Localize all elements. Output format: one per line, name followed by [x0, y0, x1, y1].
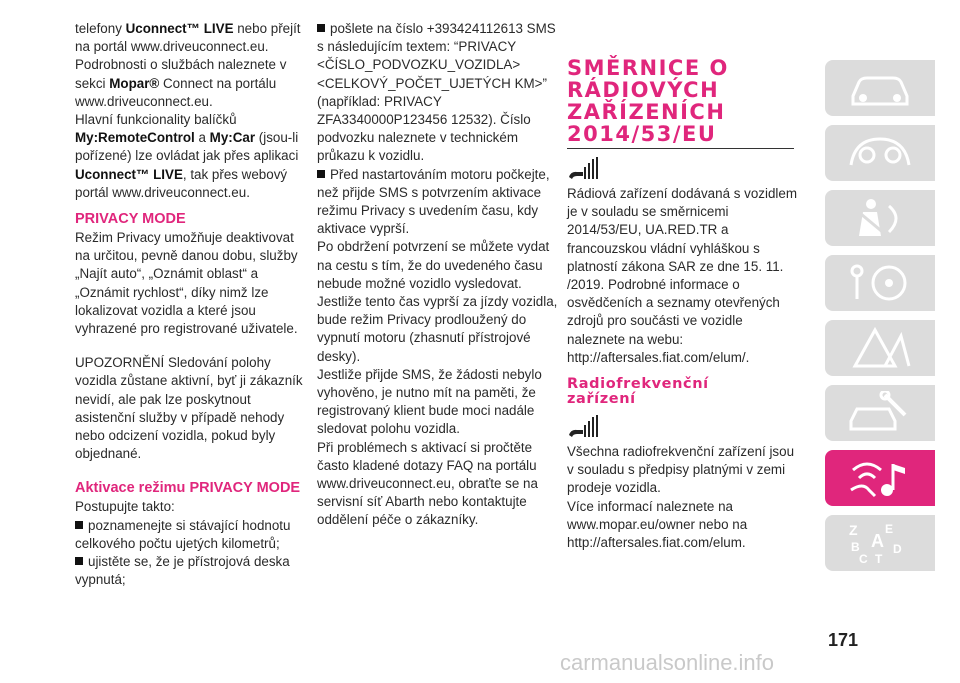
tab-dashboard[interactable]: [825, 125, 935, 181]
paragraph: Při problémech s aktivací si pročtěte často kladené dotazy FAQ na portálu www.driveuconnect.eu, obraťte se na servisní síť Abarth nebo kontaktujte oddělení péče o zákazníky.: [317, 439, 538, 528]
warning-paragraph: UPOZORNĚNÍ Sledování polohy vozidla zůstane aktivní, byť ji zákazník nevidí, ale pak lze poskytnout asistenční služby v případě nehody nebo odcizení vozidla, pokud byly objednané.: [75, 355, 303, 462]
column-1: [75, 20, 310, 589]
paragraph: Všechna radiofrekvenční zařízení jsou v souladu s předpisy platnými v zemi prodeje vozidla.: [567, 444, 795, 496]
index-letter: Z: [849, 522, 858, 538]
seatbelt-icon: [845, 196, 915, 240]
wrench-car-icon: [845, 391, 915, 435]
tab-car[interactable]: [825, 60, 935, 116]
paragraph: Rádiová zařízení dodávaná s vozidlem je v souladu se směrnicemi 2014/53/EU, UA.RED.TR a francouzskou vládní vyhláškou s platností zákona SAR ze dne 15. 11. /2019. Podrobné informace o osvědčeních a seznamy otevřených zdrojů pro součásti ve vozidle naleznete na webu: http://aftersales.fiat.com/elum/.: [567, 186, 798, 365]
title-divider: [567, 148, 794, 149]
subsection-title-radio-devices: Radiofrekvenční zařízení: [567, 376, 709, 408]
car-icon: [845, 66, 915, 110]
key-wheel-icon: [845, 261, 915, 305]
warning-road-icon: [845, 326, 915, 370]
paragraph: Více informací naleznete na www.mopar.eu/owner nebo na http://aftersales.fiat.com/elum.: [567, 498, 748, 551]
tab-index[interactable]: [825, 515, 935, 571]
tab-maintenance[interactable]: [825, 385, 935, 441]
section-heading-activation: Aktivace režimu PRIVACY MODE: [75, 480, 301, 497]
alphabet-index-icon: [845, 521, 915, 565]
list-item: poznamenejte si stávající hodnotu celkového počtu ujetých kilometrů;: [75, 517, 310, 553]
index-letter: E: [885, 522, 894, 536]
hand-radio-signal-icon: [567, 157, 802, 181]
watermark: carmanualsonline.info: [560, 650, 775, 675]
index-letter: A: [871, 531, 884, 551]
column-3: [567, 57, 802, 552]
paragraph: Režim Privacy umožňuje deaktivovat na určitou, pevně danou dobu, služby „Najít auto“, „Oznámit oblast“ a „Oznámit rychlost“, díky nimž lze lokalizovat vozidla a které jsou vyhrazené pro registrované uživatele.: [75, 230, 298, 337]
index-letter: C: [859, 552, 868, 565]
list-item: pošlete na číslo +393424112613 SMS s následujícím textem: “PRIVACY <ČÍSLO_PODVOZKU_VOZIDLA> <CELKOVÝ_POČET_UJETÝCH KM>” (například: PRIVACY ZFA3340000P123456 12532). Číslo podvozku naleznete v technickém průkazu k vozidlu.: [317, 20, 562, 166]
list-item: Před nastartováním motoru počkejte, než přijde SMS s potvrzením aktivace režimu Privacy s uvedením času, kdy aktivace vyprší.: [317, 166, 562, 239]
chapter-tabs: [825, 60, 935, 580]
page-number: 171: [828, 630, 859, 650]
section-heading-privacy-mode: PRIVACY MODE: [75, 211, 186, 228]
column-2: [317, 20, 562, 530]
multimedia-icon: [845, 456, 915, 500]
index-letter: D: [893, 542, 902, 556]
paragraph: telefony Uconnect™ LIVE nebo přejít na portál www.driveuconnect.eu. Podrobnosti o službách naleznete v sekci Mopar® Connect na portálu www.driveuconnect.eu.: [75, 21, 301, 109]
tab-multimedia[interactable]: [825, 450, 935, 506]
index-letter: T: [875, 552, 883, 565]
paragraph: Postupujte takto:: [75, 499, 175, 515]
paragraph: Po obdržení potvrzení se můžete vydat na cestu s tím, že do uvedeného času nebude možné vozidlo vysledovat. Jestliže tento čas vyprší za jízdy vozidla, bude režim Privacy prodloužený do vypnutí motoru (zhasnutí přístrojové desky).: [317, 239, 558, 364]
list-item: ujistěte se, že je přístrojová deska vypnutá;: [75, 553, 310, 589]
dashboard-icon: [845, 131, 915, 175]
hand-radio-signal-icon: [567, 415, 802, 439]
section-title-radio-directive: SMĚRNICE O RÁDIOVÝCH ZAŘÍZENÍCH 2014/53/EU: [567, 56, 729, 146]
index-letter: B: [851, 540, 860, 554]
tab-starting[interactable]: [825, 255, 935, 311]
paragraph: Hlavní funkcionality balíčků My:RemoteControl a My:Car (jsou-li pořízené) lze ovládat jak přes aplikaci Uconnect™ LIVE, tak přes webový portál www.driveuconnect.eu.: [75, 112, 299, 200]
paragraph: Jestliže přijde SMS, že žádosti nebylo vyhověno, je nutno mít na paměti, že registrovaný klient bude moci nadále sledovat polohu vozidla.: [317, 366, 542, 437]
tab-emergency[interactable]: [825, 320, 935, 376]
tab-safety[interactable]: [825, 190, 935, 246]
